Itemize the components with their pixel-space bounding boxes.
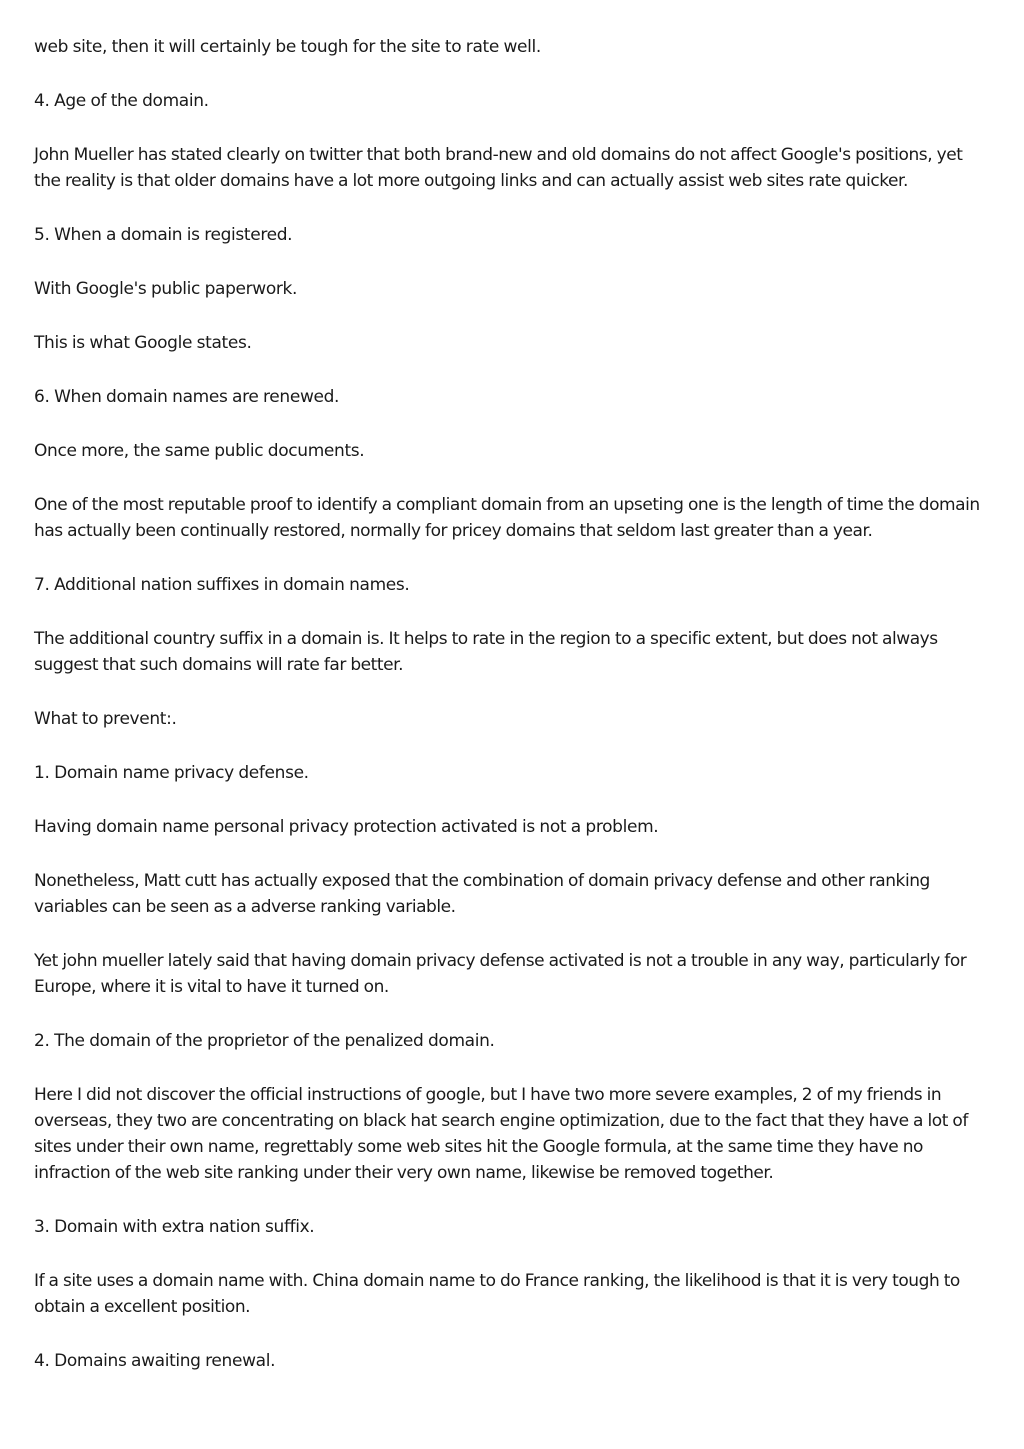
paragraph-continuation: web site, then it will certainly be tough for the site to rate well. [34,37,541,57]
paragraph-john-mueller-europe: Yet john mueller lately said that having domain privacy defense activated is not a trouble in any way, particularly for Europe, where it is vital to have it turned on. [34,951,967,997]
paragraph-country-suffix: The additional country suffix in a domain is. It helps to rate in the region to a specific extent, but does not always suggest that such domains will rate far better. [34,629,938,675]
paragraph-matt-cutt: Nonetheless, Matt cutt has actually exposed that the combination of domain privacy defense and other ranking variables can be seen as a adverse ranking variable. [34,871,930,917]
paragraph-china-domain: If a site uses a domain name with. China domain name to do France ranking, the likelihood is that it is very tough to obtain a excellent position. [34,1271,960,1317]
heading-nation-suffixes: 7. Additional nation suffixes in domain names. [34,575,410,595]
heading-domain-registered: 5. When a domain is registered. [34,225,293,245]
heading-penalized-domain: 2. The domain of the proprietor of the penalized domain. [34,1031,495,1051]
heading-extra-nation-suffix: 3. Domain with extra nation suffix. [34,1217,315,1237]
paragraph-black-hat-examples: Here I did not discover the official instructions of google, but I have two more severe examples, 2 of my friends in overseas, they two are concentrating on black hat search engine optimization, due to the fact that they have a lot of sites under their own name, regrettably some web sites hit the Google formula, at the same time they have no infraction of the web site ranking under their very own name, likewise be removed together. [34,1085,968,1183]
paragraph-privacy-not-problem: Having domain name personal privacy protection activated is not a problem. [34,817,659,837]
paragraph-reputable-proof: One of the most reputable proof to identify a compliant domain from an upseting one is the length of time the domain has actually been continually restored, normally for pricey domains that seldom last greater than a year. [34,495,980,541]
paragraph-john-mueller: John Mueller has stated clearly on twitter that both brand-new and old domains do not affect Google's positions, yet the reality is that older domains have a lot more outgoing links and can actually assist web sites rate quicker. [34,145,963,191]
heading-age-of-domain: 4. Age of the domain. [34,91,209,111]
heading-awaiting-renewal: 4. Domains awaiting renewal. [34,1351,276,1371]
paragraph-public-paperwork: With Google's public paperwork. [34,279,298,299]
paragraph-google-states: This is what Google states. [34,333,252,353]
heading-privacy-defense: 1. Domain name privacy defense. [34,763,309,783]
paragraph-public-documents: Once more, the same public documents. [34,441,365,461]
document-page [34,34,990,1402]
heading-what-to-prevent: What to prevent:. [34,709,177,729]
heading-domain-renewed: 6. When domain names are renewed. [34,387,340,407]
